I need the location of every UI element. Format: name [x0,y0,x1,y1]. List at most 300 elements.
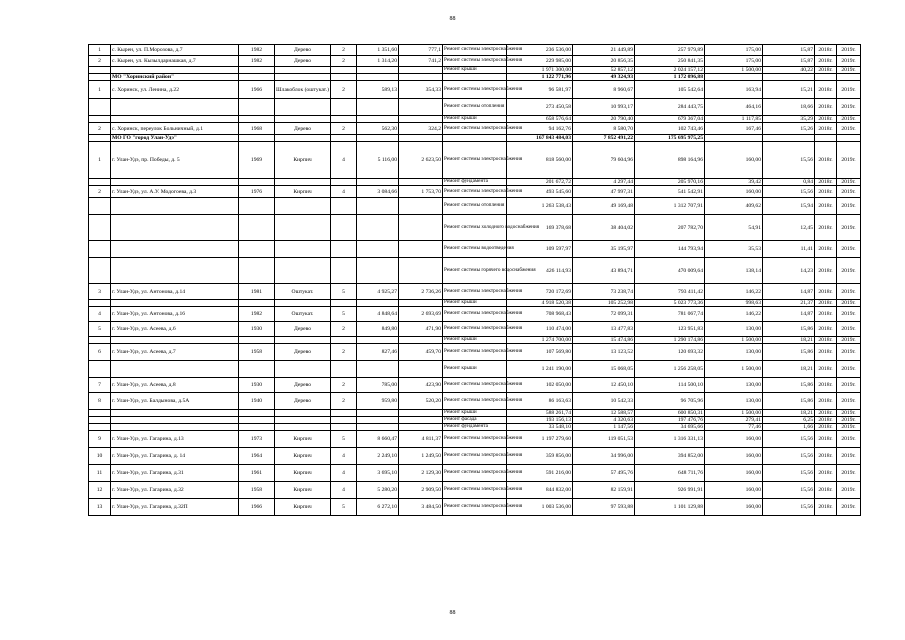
floors-cell [331,258,357,284]
construction-control-cost-cell: 13 477,83 [573,322,635,337]
table-row [89,67,861,74]
work-cost-cell: 720 172,69 [507,284,573,300]
specific-cost-cell: 160,00 [705,431,763,448]
cost-ratio-cell: 18,21 [763,337,815,344]
table-row [89,393,861,410]
start-year-cell: 2018г. [815,410,837,417]
work-type-cell: Ремонт системы электроснабжения [443,45,507,56]
work-type-cell: Ремонт системы электроснабжения [443,284,507,300]
total-area-cell: 959,80 [357,393,399,410]
wall-material-cell [275,337,331,344]
living-area-cell: 520,20 [399,393,443,410]
table-row [89,241,861,258]
end-year-cell: 2019г. [837,99,861,116]
specific-cost-cell [705,135,763,142]
living-area-cell: 3 484,50 [399,499,443,516]
build-year-cell [239,135,275,142]
cost-ratio-cell: 15,86 [763,344,815,361]
construction-control-cost-cell: 20 856,35 [573,56,635,67]
total-cost-cell: 205 970,16 [635,179,705,186]
specific-cost-cell: 1 500,00 [705,67,763,74]
work-type-cell: Ремонт системы электроснабжения [443,448,507,465]
row-number-cell [89,424,111,431]
total-cost-cell: 1 290 174,86 [635,337,705,344]
wall-material-cell [275,198,331,215]
row-number-cell: 2 [89,123,111,135]
total-cost-cell: 1 172 096,88 [635,74,705,81]
address-cell [111,417,239,424]
address-cell: г. Улан-Удэ, ул. Гагарина, д.32П [111,499,239,516]
work-cost-cell: 94 162,76 [507,123,573,135]
floors-cell: 2 [331,344,357,361]
floors-cell: 2 [331,123,357,135]
living-area-cell: 324,2 [399,123,443,135]
cost-ratio-cell: 15,26 [763,123,815,135]
work-type-cell: Ремонт системы электроснабжения [443,123,507,135]
work-cost-cell: 1 263 538,43 [507,198,573,215]
work-cost-cell: 426 114,93 [507,258,573,284]
work-cost-cell: 33 548,10 [507,424,573,431]
work-type-cell: Ремонт системы холодного водоснабжения [443,215,507,241]
wall-material-cell [275,417,331,424]
end-year-cell: 2019г. [837,116,861,123]
row-number-cell: 9 [89,431,111,448]
address-cell: МО "Хоринский район" [111,74,239,81]
wall-material-cell [275,135,331,142]
address-cell: г. Улан-Удэ, ул. Гагарина, д.31 [111,465,239,482]
work-cost-cell: 708 968,43 [507,307,573,322]
construction-control-cost-cell: 15 068,05 [573,361,635,378]
start-year-cell: 2018г. [815,307,837,322]
living-area-cell [399,215,443,241]
floors-cell: 4 [331,465,357,482]
work-cost-cell: 588 261,74 [507,410,573,417]
end-year-cell [837,135,861,142]
living-area-cell [399,179,443,186]
cost-ratio-cell: 15,56 [763,186,815,198]
work-type-cell: Ремонт системы электроснабжения [443,142,507,179]
specific-cost-cell: 1 500,00 [705,361,763,378]
end-year-cell: 2019г. [837,361,861,378]
work-cost-cell: 359 856,00 [507,448,573,465]
table-row [89,344,861,361]
cost-ratio-cell: 15,56 [763,482,815,499]
total-cost-cell: 284 443,75 [635,99,705,116]
total-area-cell: 827,46 [357,344,399,361]
cost-ratio-cell: 15,56 [763,499,815,516]
work-cost-cell: 229 985,00 [507,56,573,67]
construction-control-cost-cell: 79 604,96 [573,142,635,179]
living-area-cell [399,361,443,378]
total-area-cell [357,67,399,74]
floors-cell: 5 [331,499,357,516]
specific-cost-cell [705,74,763,81]
floors-cell [331,410,357,417]
work-type-cell: Ремонт фундамента [443,179,507,186]
address-cell [111,361,239,378]
specific-cost-cell: 160,00 [705,499,763,516]
total-cost-cell: 926 991,91 [635,482,705,499]
cost-ratio-cell: 15,56 [763,142,815,179]
total-area-cell: 4 848,64 [357,307,399,322]
construction-control-cost-cell: 15 474,86 [573,337,635,344]
end-year-cell: 2019г. [837,417,861,424]
work-cost-cell: 844 832,00 [507,482,573,499]
start-year-cell: 2018г. [815,465,837,482]
end-year-cell: 2019г. [837,67,861,74]
construction-control-cost-cell: 4 320,63 [573,417,635,424]
end-year-cell: 2019г. [837,300,861,307]
specific-cost-cell: 167,46 [705,123,763,135]
work-cost-cell: 169 378,68 [507,215,573,241]
work-cost-cell: 1 122 771,96 [507,74,573,81]
start-year-cell: 2018г. [815,116,837,123]
build-year-cell [239,74,275,81]
start-year-cell: 2018г. [815,99,837,116]
total-cost-cell: 197 476,76 [635,417,705,424]
total-cost-cell: 679 367,04 [635,116,705,123]
specific-cost-cell: 160,00 [705,186,763,198]
start-year-cell: 2018г. [815,344,837,361]
wall-material-cell [275,410,331,417]
address-cell: г. Улан-Удэ, ул. Гагарина, д.13 [111,431,239,448]
build-year-cell [239,99,275,116]
table-row [89,378,861,393]
work-type-cell: Ремонт системы водоотведения [443,241,507,258]
start-year-cell: 2018г. [815,393,837,410]
capital-repair-table [88,44,861,516]
floors-cell: 4 [331,482,357,499]
wall-material-cell: Шлакоблок (оштукат.) [275,81,331,99]
total-area-cell: 1 351,60 [357,45,399,56]
row-number-cell: 6 [89,344,111,361]
total-cost-cell: 648 711,76 [635,465,705,482]
build-year-cell [239,116,275,123]
total-cost-cell: 1 312 707,91 [635,198,705,215]
address-cell [111,424,239,431]
total-area-cell [357,300,399,307]
living-area-cell [399,417,443,424]
cost-ratio-cell: 14,87 [763,284,815,300]
cost-ratio-cell: 0,84 [763,179,815,186]
total-cost-cell: 1 256 258,05 [635,361,705,378]
total-cost-cell: 394 852,00 [635,448,705,465]
wall-material-cell: Дерево [275,378,331,393]
specific-cost-cell: 130,00 [705,322,763,337]
start-year-cell: 2018г. [815,258,837,284]
table-row [89,300,861,307]
work-type-cell: Ремонт системы электроснабжения [443,465,507,482]
table-row [89,99,861,116]
address-cell: с. Хоринск, переулок Больничный, д.1 [111,123,239,135]
row-number-cell [89,67,111,74]
end-year-cell: 2019г. [837,215,861,241]
cost-ratio-cell: 14,23 [763,258,815,284]
build-year-cell: 1976 [239,186,275,198]
construction-control-cost-cell: 49 169,48 [573,198,635,215]
total-area-cell: 5 280,20 [357,482,399,499]
end-year-cell: 2019г. [837,198,861,215]
work-type-cell: Ремонт системы электроснабжения [443,393,507,410]
cost-ratio-cell [763,135,815,142]
cost-ratio-cell: 15,86 [763,322,815,337]
start-year-cell: 2018г. [815,56,837,67]
floors-cell: 5 [331,431,357,448]
cost-ratio-cell: 35,29 [763,116,815,123]
specific-cost-cell: 175,00 [705,45,763,56]
construction-control-cost-cell: 47 997,31 [573,186,635,198]
table-row [89,499,861,516]
total-area-cell [357,179,399,186]
work-type-cell: Ремонт системы электроснабжения [443,499,507,516]
total-cost-cell: 123 951,83 [635,322,705,337]
build-year-cell: 1930 [239,322,275,337]
floors-cell [331,300,357,307]
start-year-cell: 2018г. [815,45,837,56]
table-body [89,45,861,516]
end-year-cell: 2019г. [837,241,861,258]
construction-control-cost-cell: 1 147,56 [573,424,635,431]
total-area-cell [357,424,399,431]
address-cell [111,300,239,307]
specific-cost-cell: 138,14 [705,258,763,284]
address-cell: с. Кырен, ул. Кызылдарнашкая, д.7 [111,56,239,67]
floors-cell [331,337,357,344]
floors-cell [331,424,357,431]
address-cell [111,241,239,258]
construction-control-cost-cell: 10 993,17 [573,99,635,116]
floors-cell [331,361,357,378]
wall-material-cell: Кирпич [275,431,331,448]
cost-ratio-cell: 15,56 [763,431,815,448]
end-year-cell: 2019г. [837,186,861,198]
living-area-cell: 1 753,70 [399,186,443,198]
build-year-cell [239,179,275,186]
construction-control-cost-cell: 35 195,97 [573,241,635,258]
total-cost-cell: 1 316 331,13 [635,431,705,448]
wall-material-cell: Дерево [275,123,331,135]
work-cost-cell: 658 576,64 [507,116,573,123]
floors-cell: 2 [331,378,357,393]
specific-cost-cell: 130,00 [705,393,763,410]
row-number-cell: 4 [89,307,111,322]
work-cost-cell: 86 163,63 [507,393,573,410]
construction-control-cost-cell: 97 593,88 [573,499,635,516]
total-cost-cell: 781 067,74 [635,307,705,322]
living-area-cell: 2 623,50 [399,142,443,179]
work-type-cell: Ремонт фундамента [443,424,507,431]
living-area-cell: 2 736,26 [399,284,443,300]
end-year-cell: 2019г. [837,284,861,300]
row-number-cell [89,258,111,284]
start-year-cell [815,74,837,81]
end-year-cell: 2019г. [837,410,861,417]
end-year-cell: 2019г. [837,123,861,135]
end-year-cell: 2019г. [837,142,861,179]
living-area-cell: 354,33 [399,81,443,99]
end-year-cell: 2019г. [837,448,861,465]
floors-cell [331,179,357,186]
total-area-cell: 1 314,20 [357,56,399,67]
floors-cell: 4 [331,448,357,465]
wall-material-cell: Оштукат. [275,284,331,300]
end-year-cell: 2019г. [837,258,861,284]
living-area-cell [399,116,443,123]
work-cost-cell: 236 536,00 [507,45,573,56]
row-number-cell: 2 [89,56,111,67]
total-area-cell: 4 925,27 [357,284,399,300]
floors-cell [331,417,357,424]
living-area-cell [399,241,443,258]
floors-cell: 2 [331,45,357,56]
address-cell: г. Улан-Удэ, ул. Антонова, д.16 [111,307,239,322]
build-year-cell [239,361,275,378]
work-type-cell: Ремонт системы электроснабжения [443,431,507,448]
build-year-cell: 1973 [239,431,275,448]
start-year-cell: 2018г. [815,123,837,135]
work-type-cell: Ремонт системы электроснабжения [443,378,507,393]
total-area-cell [357,361,399,378]
table-row [89,361,861,378]
start-year-cell: 2018г. [815,186,837,198]
wall-material-cell [275,116,331,123]
address-cell: г. Улан-Удэ, ул. Гагарина, д. 14 [111,448,239,465]
address-cell [111,179,239,186]
floors-cell [331,74,357,81]
table-row [89,56,861,67]
living-area-cell [399,258,443,284]
end-year-cell: 2019г. [837,431,861,448]
end-year-cell: 2019г. [837,307,861,322]
end-year-cell: 2019г. [837,81,861,99]
address-cell: МО ГО "город Улан-Удэ" [111,135,239,142]
total-area-cell [357,258,399,284]
table-row [89,284,861,300]
work-cost-cell: 493 545,60 [507,186,573,198]
wall-material-cell [275,258,331,284]
build-year-cell [239,241,275,258]
total-cost-cell: 5 023 773,36 [635,300,705,307]
work-type-cell: Ремонт системы электроснабжения [443,307,507,322]
wall-material-cell [275,74,331,81]
total-cost-cell: 175 695 975,25 [635,135,705,142]
total-cost-cell: 250 841,35 [635,56,705,67]
living-area-cell [399,424,443,431]
build-year-cell: 1982 [239,56,275,67]
row-number-cell [89,410,111,417]
cost-ratio-cell: 15,56 [763,465,815,482]
work-type-cell: Ремонт системы электроснабжения [443,482,507,499]
total-area-cell [357,116,399,123]
floors-cell: 5 [331,307,357,322]
work-cost-cell: 591 216,00 [507,465,573,482]
construction-control-cost-cell: 73 238,74 [573,284,635,300]
work-type-cell: Ремонт системы электроснабжения [443,344,507,361]
address-cell: с. Кырен, ул. П.Морозова, д.7 [111,45,239,56]
construction-control-cost-cell: 43 894,71 [573,258,635,284]
construction-control-cost-cell: 4 297,44 [573,179,635,186]
living-area-cell: 2 909,50 [399,482,443,499]
address-cell: г. Улан-Удэ, пр. Победы, д. 5 [111,142,239,179]
cost-ratio-cell: 15,87 [763,56,815,67]
cost-ratio-cell: 18,21 [763,361,815,378]
wall-material-cell: Дерево [275,322,331,337]
row-number-cell [89,241,111,258]
total-cost-cell: 114 500,10 [635,378,705,393]
start-year-cell: 2018г. [815,417,837,424]
floors-cell [331,116,357,123]
municipality-subtotal-row [89,74,861,81]
build-year-cell: 1964 [239,448,275,465]
work-type-cell: Ремонт системы отопления [443,99,507,116]
total-cost-cell: 207 782,70 [635,215,705,241]
end-year-cell: 2019г. [837,344,861,361]
construction-control-cost-cell: 7 852 491,22 [573,135,635,142]
construction-control-cost-cell: 105 252,98 [573,300,635,307]
table-row [89,215,861,241]
address-cell [111,337,239,344]
floors-cell [331,241,357,258]
work-type-cell [443,135,507,142]
living-area-cell: 423,90 [399,378,443,393]
build-year-cell [239,337,275,344]
total-area-cell [357,198,399,215]
total-area-cell: 3 695,10 [357,465,399,482]
build-year-cell: 1958 [239,482,275,499]
address-cell: г. Улан-Удэ, ул. Балдынова, д.5А [111,393,239,410]
living-area-cell: 2 693,69 [399,307,443,322]
address-cell [111,258,239,284]
wall-material-cell: Кирпич [275,186,331,198]
work-type-cell: Ремонт крыши [443,410,507,417]
table-row [89,322,861,337]
wall-material-cell [275,361,331,378]
address-cell: г. Улан-Удэ, ул. А.У. Модогоева, д.3 [111,186,239,198]
build-year-cell: 1982 [239,307,275,322]
cost-ratio-cell: 11,41 [763,241,815,258]
work-type-cell: Ремонт крыши [443,361,507,378]
total-area-cell: 849,80 [357,322,399,337]
end-year-cell: 2019г. [837,499,861,516]
specific-cost-cell: 160,00 [705,448,763,465]
end-year-cell: 2019г. [837,482,861,499]
table-row [89,337,861,344]
build-year-cell [239,198,275,215]
start-year-cell: 2018г. [815,67,837,74]
build-year-cell: 1981 [239,284,275,300]
work-cost-cell: 110 474,00 [507,322,573,337]
table-row [89,307,861,322]
floors-cell [331,99,357,116]
living-area-cell: 471,90 [399,322,443,337]
row-number-cell: 1 [89,45,111,56]
table-row [89,81,861,99]
build-year-cell: 1966 [239,499,275,516]
wall-material-cell: Дерево [275,56,331,67]
construction-control-cost-cell: 12 588,57 [573,410,635,417]
cost-ratio-cell: 18,21 [763,410,815,417]
total-cost-cell: 102 743,46 [635,123,705,135]
start-year-cell: 2018г. [815,322,837,337]
table-row [89,142,861,179]
work-cost-cell: 201 672,72 [507,179,573,186]
table-row [89,482,861,499]
living-area-cell: 777,1 [399,45,443,56]
total-area-cell: 2 249,10 [357,448,399,465]
row-number-cell: 10 [89,448,111,465]
total-cost-cell: 541 542,91 [635,186,705,198]
end-year-cell: 2019г. [837,56,861,67]
